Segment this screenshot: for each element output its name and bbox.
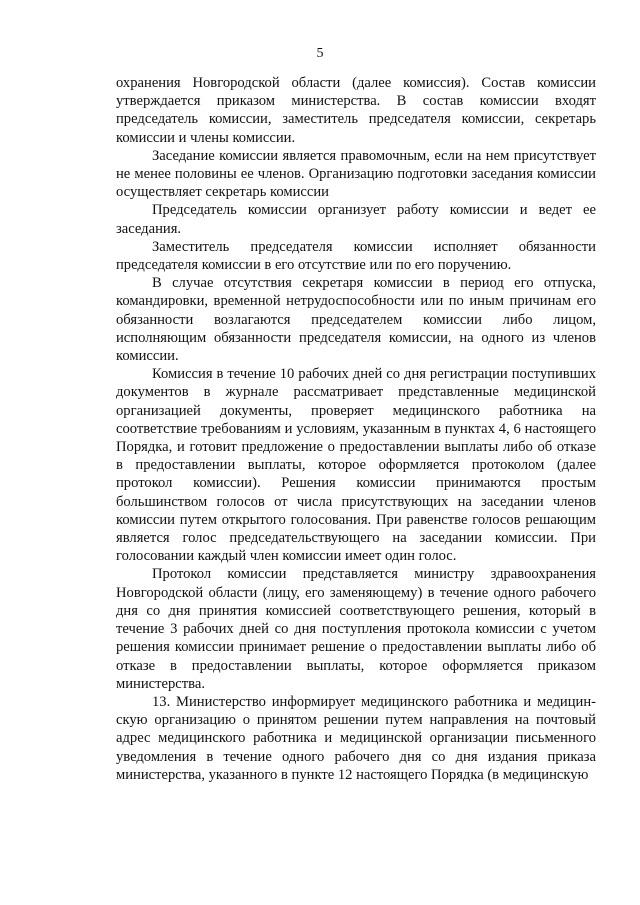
paragraph-meeting-quorum: Заседание комиссии является правомочным, если на нем присутствует не менее половины ее членов. Организацию подготовки заседания комиссии осуществляет секретарь комиссии xyxy=(116,147,596,201)
paragraph-item-13: 13. Министерство информирует медицинского работника и медицин-скую организацию о принятом решении путем направления на почтовый адрес медицинского работника и медицинской организации письменного уведомления в течение одного рабочего дня со дня издания приказа министерства, указанного в пункте 12 настоящего Порядка (в медицинскую xyxy=(116,693,596,783)
paragraph-commission-review: Комиссия в течение 10 рабочих дней со дня регистрации поступивших документов в журнале рассматривает представленные медицинской организацией документы, проверяет медицинского работника на соответствие требованиям и условиям, указанным в пунктах 4, 6 настоящего Порядка, и готовит предложение о предоставлении выплаты либо об отказе в предоставлении выплаты, которое оформляется протоколом (далее протокол комиссии). Решения комиссии принимаются простым большинством голосов от числа присутствующих на заседании членов комиссии путем открытого голосования. При равенстве голосов решающим является голос председательствующего на заседании комиссии. При голосовании каждый член комиссии имеет один голос. xyxy=(116,366,596,565)
paragraph-protocol-submission: Протокол комиссии представляется министру здравоохранения Новгородской области (лицу, его заменяющему) в течение одного рабочего дня со дня принятия комиссией соответствующего решения, который в течение 3 рабочих дней со дня поступления протокола комиссии с учетом решения комиссии принимает решение о предоставлении выплаты либо об отказе в предоставлении выплаты, которое оформляется приказом министерства. xyxy=(116,566,596,692)
paragraph-chairman-duties: Председатель комиссии организует работу комиссии и ведет ее заседания. xyxy=(116,202,596,237)
paragraph-deputy-duties: Заместитель председателя комиссии исполняет обязанности председателя комиссии в его отсутствие или по его поручению. xyxy=(116,238,596,274)
paragraph-secretary-absence: В случае отсутствия секретаря комиссии в период его отпуска, командировки, временной нетрудоспособности или по иным причинам его обязанности возлагаются председателем комиссии либо лицом, исполняющим обязанности председателя комиссии, на одного из членов комиссии. xyxy=(116,275,596,365)
document-body xyxy=(116,74,596,784)
paragraph-commission-composition: охранения Новгородской области (далее комиссия). Состав комиссии утверждается приказом министерства. В состав комиссии входят председатель комиссии, заместитель председателя комиссии, секретарь комиссии и члены комиссии. xyxy=(116,75,596,146)
page-number: 5 xyxy=(316,46,324,61)
